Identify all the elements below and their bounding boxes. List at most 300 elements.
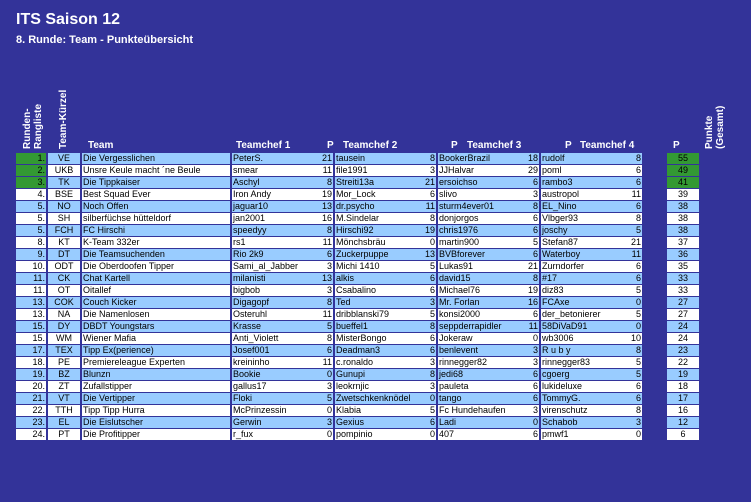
teamchef-4: virenschutz — [540, 405, 627, 417]
points-1: 3 — [318, 285, 334, 297]
spacer — [642, 213, 667, 225]
spacer — [642, 429, 667, 441]
teamchef-3: Michael76 — [437, 285, 524, 297]
header-teamchef-3: Teamchef 3 — [467, 140, 522, 151]
spacer — [642, 369, 667, 381]
points-3: 3 — [524, 405, 540, 417]
points-3: 19 — [524, 285, 540, 297]
total-points: 6 — [667, 429, 700, 441]
points-3: 29 — [524, 165, 540, 177]
spacer — [642, 297, 667, 309]
points-4: 6 — [627, 261, 642, 273]
team-code: TTH — [47, 405, 81, 417]
rank-cell: 4. — [16, 189, 47, 201]
teamchef-4: wb3006 — [540, 333, 627, 345]
team-code: PT — [47, 429, 81, 441]
spacer — [642, 345, 667, 357]
total-points: 38 — [667, 201, 700, 213]
teamchef-4: lukideluxe — [540, 381, 627, 393]
points-1: 0 — [318, 405, 334, 417]
teamchef-3: ersoichso — [437, 177, 524, 189]
total-points: 18 — [667, 381, 700, 393]
header-team: Team — [88, 140, 114, 151]
spacer — [642, 357, 667, 369]
points-4: 21 — [627, 237, 642, 249]
team-code: KT — [47, 237, 81, 249]
points-2: 6 — [421, 285, 437, 297]
teamchef-3: BVBforever — [437, 249, 524, 261]
points-1: 11 — [318, 237, 334, 249]
table-row — [16, 249, 699, 261]
points-2: 6 — [421, 333, 437, 345]
table-row — [16, 201, 699, 213]
spacer — [642, 153, 667, 165]
rank-cell: 22. — [16, 405, 47, 417]
teamchef-2: Csabalino — [334, 285, 421, 297]
total-points: 39 — [667, 189, 700, 201]
spacer — [642, 381, 667, 393]
teamchef-3: pauleta — [437, 381, 524, 393]
teamchef-1: Anti_Violett — [231, 333, 318, 345]
points-1: 3 — [318, 261, 334, 273]
rank-cell: 13. — [16, 309, 47, 321]
team-name: Die Eislutscher — [81, 417, 231, 429]
team-name: Die Profitipper — [81, 429, 231, 441]
total-points: 27 — [667, 309, 700, 321]
points-1: 13 — [318, 273, 334, 285]
teamchef-1: Floki — [231, 393, 318, 405]
table-row — [16, 393, 699, 405]
teamchef-4: der_betonierer — [540, 309, 627, 321]
team-code: BSE — [47, 189, 81, 201]
teamchef-1: PeterS. — [231, 153, 318, 165]
spacer — [642, 237, 667, 249]
points-2: 0 — [421, 429, 437, 441]
rank-cell: 15. — [16, 321, 47, 333]
teamchef-3: jedi68 — [437, 369, 524, 381]
points-1: 8 — [318, 333, 334, 345]
table-row — [16, 429, 699, 441]
rank-cell: 11. — [16, 273, 47, 285]
points-1: 8 — [318, 225, 334, 237]
points-1: 13 — [318, 201, 334, 213]
points-1: 6 — [318, 249, 334, 261]
teamchef-2: Mor_Lock — [334, 189, 421, 201]
teamchef-4: 58DiVaD91 — [540, 321, 627, 333]
rank-cell: 5. — [16, 201, 47, 213]
table-row — [16, 261, 699, 273]
points-2: 8 — [421, 153, 437, 165]
points-3: 18 — [524, 153, 540, 165]
points-4: 8 — [627, 213, 642, 225]
rank-cell: 13. — [16, 297, 47, 309]
points-2: 6 — [421, 417, 437, 429]
points-3: 0 — [524, 417, 540, 429]
team-name: Die Teamsuchenden — [81, 249, 231, 261]
points-3: 3 — [524, 189, 540, 201]
points-2: 6 — [421, 273, 437, 285]
team-code: TK — [47, 177, 81, 189]
team-name: Die Oberdoofen Tipper — [81, 261, 231, 273]
team-code: OT — [47, 285, 81, 297]
teamchef-4: rambo3 — [540, 177, 627, 189]
rank-cell: 5. — [16, 225, 47, 237]
team-name: Best Squad Ever — [81, 189, 231, 201]
teamchef-1: Aschyl — [231, 177, 318, 189]
points-2: 3 — [421, 357, 437, 369]
spacer — [642, 177, 667, 189]
teamchef-2: Deadman3 — [334, 345, 421, 357]
teamchef-1: Josef001 — [231, 345, 318, 357]
team-code: TEX — [47, 345, 81, 357]
teamchef-1: rs1 — [231, 237, 318, 249]
teamchef-2: Hirschi92 — [334, 225, 421, 237]
points-3: 0 — [524, 333, 540, 345]
points-4: 8 — [627, 405, 642, 417]
rank-cell: 21. — [16, 393, 47, 405]
teamchef-3: slivo — [437, 189, 524, 201]
teamchef-1: Krasse — [231, 321, 318, 333]
points-3: 6 — [524, 369, 540, 381]
table-row — [16, 405, 699, 417]
teamchef-4: Stefan87 — [540, 237, 627, 249]
spacer — [642, 393, 667, 405]
teamchef-2: Mönchsbräu — [334, 237, 421, 249]
points-4: 6 — [627, 177, 642, 189]
total-points: 33 — [667, 273, 700, 285]
total-points: 49 — [667, 165, 700, 177]
teamchef-4: Schabob — [540, 417, 627, 429]
teamchef-1: Digagopf — [231, 297, 318, 309]
rank-cell: 11. — [16, 285, 47, 297]
rank-cell: 9. — [16, 249, 47, 261]
teamchef-2: Gunupi — [334, 369, 421, 381]
header-points: Punkte (Gesamt) — [704, 105, 726, 149]
spacer — [642, 165, 667, 177]
teamchef-2: alkis — [334, 273, 421, 285]
team-code: ZT — [47, 381, 81, 393]
header-p3: P — [565, 140, 572, 151]
total-points: 24 — [667, 321, 700, 333]
points-4: 6 — [627, 201, 642, 213]
points-4: 5 — [627, 357, 642, 369]
header-teamchef-2: Teamchef 2 — [343, 140, 398, 151]
total-points: 16 — [667, 405, 700, 417]
rank-cell: 23. — [16, 417, 47, 429]
team-code: NO — [47, 201, 81, 213]
teamchef-4: joschy — [540, 225, 627, 237]
points-4: 0 — [627, 321, 642, 333]
rank-cell: 1. — [16, 153, 47, 165]
teamchef-4: rinnegger83 — [540, 357, 627, 369]
team-name: Die Namenlosen — [81, 309, 231, 321]
spacer — [642, 405, 667, 417]
team-name: Die Vertipper — [81, 393, 231, 405]
team-code: ODT — [47, 261, 81, 273]
teamchef-2: bueffel1 — [334, 321, 421, 333]
teamchef-2: pompinio — [334, 429, 421, 441]
team-name: Oitallef — [81, 285, 231, 297]
team-code: VT — [47, 393, 81, 405]
teamchef-4: austropol — [540, 189, 627, 201]
points-2: 5 — [421, 309, 437, 321]
team-code: DT — [47, 249, 81, 261]
rank-cell: 15. — [16, 333, 47, 345]
team-name: Unsre Keule macht ´ne Beule — [81, 165, 231, 177]
total-points: 35 — [667, 261, 700, 273]
teamchef-3: benlevent — [437, 345, 524, 357]
points-1: 3 — [318, 417, 334, 429]
teamchef-4: #17 — [540, 273, 627, 285]
teamchef-1: bigbob — [231, 285, 318, 297]
rank-cell: 20. — [16, 381, 47, 393]
table-row — [16, 153, 699, 165]
teamchef-4: Waterboy — [540, 249, 627, 261]
points-4: 8 — [627, 345, 642, 357]
teamchef-4: TommyG. — [540, 393, 627, 405]
table-row — [16, 333, 699, 345]
points-2: 8 — [421, 213, 437, 225]
points-3: 5 — [524, 237, 540, 249]
points-4: 0 — [627, 297, 642, 309]
teamchef-1: Osteruhl — [231, 309, 318, 321]
page-subtitle: 8. Runde: Team - Punkteübersicht — [16, 34, 194, 46]
points-2: 8 — [421, 321, 437, 333]
team-code: SH — [47, 213, 81, 225]
teamchef-2: tausein — [334, 153, 421, 165]
points-2: 3 — [421, 165, 437, 177]
team-code: FCH — [47, 225, 81, 237]
team-name: Noch Offen — [81, 201, 231, 213]
total-points: 33 — [667, 285, 700, 297]
rank-cell: 5. — [16, 213, 47, 225]
team-name: Tipp Tipp Hurra — [81, 405, 231, 417]
teamchef-2: Zuckerpuppe — [334, 249, 421, 261]
points-1: 11 — [318, 309, 334, 321]
teamchef-1: speedyy — [231, 225, 318, 237]
spacer — [642, 309, 667, 321]
teamchef-4: rudolf — [540, 153, 627, 165]
teamchef-4: EL_Nino — [540, 201, 627, 213]
rank-cell: 10. — [16, 261, 47, 273]
points-2: 5 — [421, 405, 437, 417]
points-3: 8 — [524, 273, 540, 285]
points-4: 5 — [627, 369, 642, 381]
team-name: Chat Kartell — [81, 273, 231, 285]
points-2: 11 — [421, 201, 437, 213]
spacer — [642, 225, 667, 237]
points-1: 5 — [318, 321, 334, 333]
points-3: 6 — [524, 381, 540, 393]
teamchef-1: Gerwin — [231, 417, 318, 429]
teamchef-3: rinnegger82 — [437, 357, 524, 369]
header-teamchef-1: Teamchef 1 — [236, 140, 291, 151]
teamchef-2: Zwetschkenknödel — [334, 393, 421, 405]
teamchef-3: sturm4ever01 — [437, 201, 524, 213]
points-1: 21 — [318, 153, 334, 165]
points-1: 8 — [318, 297, 334, 309]
spacer — [642, 273, 667, 285]
teamchef-3: david15 — [437, 273, 524, 285]
teamchef-4: poml — [540, 165, 627, 177]
total-points: 23 — [667, 345, 700, 357]
total-points: 19 — [667, 369, 700, 381]
total-points: 17 — [667, 393, 700, 405]
teamchef-3: chris1976 — [437, 225, 524, 237]
spacer — [642, 285, 667, 297]
team-code: PE — [47, 357, 81, 369]
rank-cell: 2. — [16, 165, 47, 177]
team-code: NA — [47, 309, 81, 321]
points-1: 3 — [318, 381, 334, 393]
standings-table — [16, 152, 699, 440]
points-1: 6 — [318, 345, 334, 357]
points-2: 13 — [421, 249, 437, 261]
points-4: 10 — [627, 333, 642, 345]
table-row — [16, 417, 699, 429]
points-1: 5 — [318, 393, 334, 405]
team-name: Blunzn — [81, 369, 231, 381]
team-code: COK — [47, 297, 81, 309]
table-row — [16, 297, 699, 309]
points-2: 3 — [421, 297, 437, 309]
total-points: 41 — [667, 177, 700, 189]
table-row — [16, 369, 699, 381]
team-code: EL — [47, 417, 81, 429]
table-row — [16, 345, 699, 357]
teamchef-3: Jokeraw — [437, 333, 524, 345]
points-3: 6 — [524, 177, 540, 189]
total-points: 38 — [667, 213, 700, 225]
team-name: Die Tippkaiser — [81, 177, 231, 189]
points-1: 0 — [318, 369, 334, 381]
spacer — [642, 249, 667, 261]
teamchef-1: Sami_al_Jabber — [231, 261, 318, 273]
table-row — [16, 285, 699, 297]
teamchef-2: leokrnjic — [334, 381, 421, 393]
points-3: 16 — [524, 297, 540, 309]
teamchef-3: donjorgos — [437, 213, 524, 225]
teamchef-1: smear — [231, 165, 318, 177]
points-2: 0 — [421, 237, 437, 249]
points-3: 6 — [524, 393, 540, 405]
teamchef-3: BookerBrazil — [437, 153, 524, 165]
points-1: 11 — [318, 165, 334, 177]
total-points: 55 — [667, 153, 700, 165]
points-4: 6 — [627, 393, 642, 405]
team-code: CK — [47, 273, 81, 285]
header-p1: P — [327, 140, 334, 151]
teamchef-3: 407 — [437, 429, 524, 441]
points-4: 6 — [627, 165, 642, 177]
rank-cell: 3. — [16, 177, 47, 189]
teamchef-2: dribblanski79 — [334, 309, 421, 321]
team-name: Zufallstipper — [81, 381, 231, 393]
total-points: 12 — [667, 417, 700, 429]
teamchef-4: Vlbger93 — [540, 213, 627, 225]
table-row — [16, 273, 699, 285]
points-3: 3 — [524, 357, 540, 369]
teamchef-1: Rio 2k9 — [231, 249, 318, 261]
header-p4: P — [673, 140, 680, 151]
teamchef-1: jaguar10 — [231, 201, 318, 213]
points-3: 6 — [524, 429, 540, 441]
rank-cell: 8. — [16, 237, 47, 249]
team-code: VE — [47, 153, 81, 165]
points-3: 6 — [524, 225, 540, 237]
header-p2: P — [451, 140, 458, 151]
teamchef-3: konsi2000 — [437, 309, 524, 321]
points-2: 3 — [421, 381, 437, 393]
teamchef-4: FCAxe — [540, 297, 627, 309]
points-3: 8 — [524, 201, 540, 213]
teamchef-3: Ladi — [437, 417, 524, 429]
spacer — [642, 321, 667, 333]
table-row — [16, 165, 699, 177]
points-2: 8 — [421, 369, 437, 381]
teamchef-2: MisterBongo — [334, 333, 421, 345]
team-name: K-Team 332er — [81, 237, 231, 249]
team-code: UKB — [47, 165, 81, 177]
teamchef-1: gallus17 — [231, 381, 318, 393]
points-4: 6 — [627, 273, 642, 285]
rank-cell: 24. — [16, 429, 47, 441]
points-4: 11 — [627, 189, 642, 201]
teamchef-3: JJHalvar — [437, 165, 524, 177]
rank-cell: 18. — [16, 357, 47, 369]
teamchef-1: kreininho — [231, 357, 318, 369]
team-name: DBDT Youngstars — [81, 321, 231, 333]
spacer — [642, 417, 667, 429]
teamchef-3: Fc Hundehaufen — [437, 405, 524, 417]
table-row — [16, 357, 699, 369]
teamchef-3: tango — [437, 393, 524, 405]
teamchef-3: seppderrapidler — [437, 321, 524, 333]
header-rank: Runden-Rangliste — [22, 103, 44, 149]
team-code: DY — [47, 321, 81, 333]
total-points: 24 — [667, 333, 700, 345]
teamchef-1: Bookie — [231, 369, 318, 381]
spacer — [642, 261, 667, 273]
points-2: 19 — [421, 225, 437, 237]
points-4: 8 — [627, 153, 642, 165]
spacer — [642, 333, 667, 345]
points-4: 3 — [627, 417, 642, 429]
teamchef-2: M.Sindelar — [334, 213, 421, 225]
points-3: 6 — [524, 249, 540, 261]
points-3: 6 — [524, 309, 540, 321]
teamchef-2: Klabia — [334, 405, 421, 417]
page-title: ITS Saison 12 — [16, 11, 121, 28]
points-4: 11 — [627, 249, 642, 261]
points-4: 6 — [627, 381, 642, 393]
team-name: silberfüchse hütteldorf — [81, 213, 231, 225]
points-4: 5 — [627, 309, 642, 321]
table-row — [16, 237, 699, 249]
team-name: Tipp Ex(perience) — [81, 345, 231, 357]
team-name: Die Vergesslichen — [81, 153, 231, 165]
points-4: 0 — [627, 429, 642, 441]
teamchef-4: diz83 — [540, 285, 627, 297]
points-3: 3 — [524, 345, 540, 357]
team-name: Couch Kicker — [81, 297, 231, 309]
points-2: 6 — [421, 345, 437, 357]
teamchef-4: R u b y — [540, 345, 627, 357]
total-points: 38 — [667, 225, 700, 237]
points-2: 6 — [421, 189, 437, 201]
table-row — [16, 321, 699, 333]
points-1: 11 — [318, 357, 334, 369]
